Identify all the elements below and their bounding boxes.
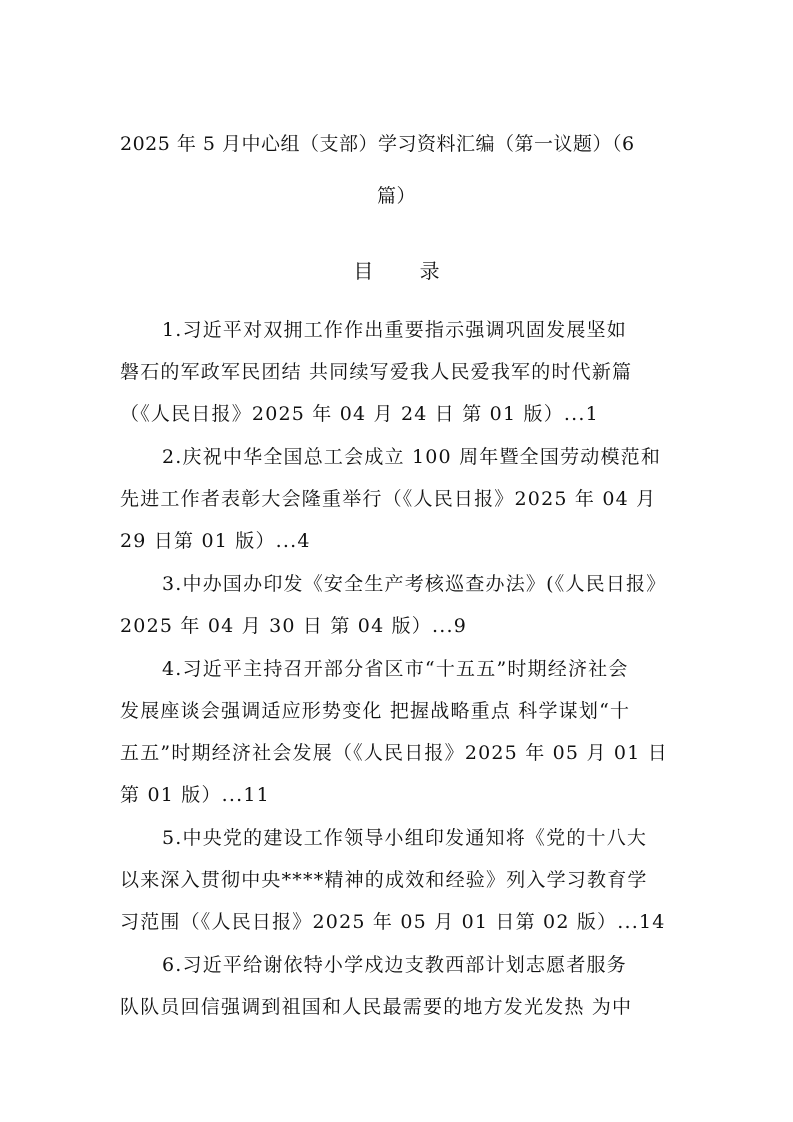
toc-line: 2025 年 04 月 30 日 第 04 版）...9	[120, 615, 468, 637]
toc-line: 2.庆祝中华全国总工会成立 100 周年暨全国劳动模范和	[162, 446, 662, 468]
toc-line: 29 日第 01 版）...4	[120, 530, 311, 552]
toc-line: 6.习近平给谢依特小学戍边支教西部计划志愿者服务	[162, 954, 627, 976]
toc-line: （《人民日报》2025 年 04 月 24 日 第 01 版）...1	[120, 403, 599, 425]
toc-line: 先进工作者表彰大会隆重举行（《人民日报》2025 年 04 月	[120, 488, 657, 510]
toc-line: 第 01 版）...11	[120, 784, 270, 806]
toc-line: 4.习近平主持召开部分省区市“十五五”时期经济社会	[162, 658, 629, 680]
toc-line: 习范围（《人民日报》2025 年 05 月 01 日第 02 版）...14	[120, 911, 666, 933]
toc-line: 磐石的军政军民团结 共同续写爱我人民爱我军的时代新篇	[120, 361, 633, 383]
toc-line: 五五”时期经济社会发展（《人民日报》2025 年 05 月 01 日	[120, 742, 668, 764]
document-title-line-2: 篇）	[376, 185, 416, 207]
toc-line: 发展座谈会强调适应形势变化 把握战略重点 科学谋划“十	[120, 700, 631, 722]
toc-line: 5.中央党的建设工作领导小组印发通知将《党的十八大	[162, 827, 648, 849]
document-title-line-1: 2025 年 5 月中心组（支部）学习资料汇编（第一议题）（6	[120, 133, 635, 155]
toc-line: 以来深入贯彻中央****精神的成效和经验》列入学习教育学	[120, 869, 648, 891]
toc-line: 3.中办国办印发《安全生产考核巡查办法》(《人民日报》	[162, 573, 667, 595]
toc-line: 队队员回信强调到祖国和人民最需要的地方发光发热 为中	[120, 996, 633, 1018]
toc-heading: 目 录	[353, 259, 460, 283]
toc-line: 1.习近平对双拥工作作出重要指示强调巩固发展坚如	[162, 319, 627, 341]
